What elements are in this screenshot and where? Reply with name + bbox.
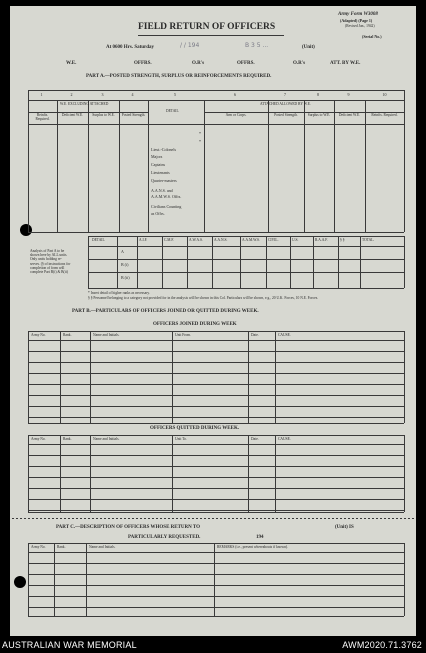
col-right-3: Deficient W.E. — [338, 113, 361, 117]
joined-col-5: CAUSE. — [278, 333, 291, 337]
analysis-note-4: completion of form will — [30, 265, 65, 270]
analysis-note-1: shown here by ALL units. — [30, 253, 68, 258]
col-number-4: 4 — [131, 92, 134, 97]
footnote-1: * Insert detail of higher ranks as necessary. — [88, 291, 150, 295]
analysis-col-6: CIVIL. — [268, 238, 279, 242]
col-left-2: Surplus to W.E. — [92, 113, 115, 117]
joined-col-0: Army No. — [31, 333, 46, 337]
part-c-year: 194 — [256, 535, 264, 540]
header-hand-date: / / 194 — [180, 42, 200, 49]
col-number-5: 5 — [174, 92, 176, 97]
col-right-1: Posted Strength. — [274, 113, 298, 117]
rank-1: Majors — [151, 154, 163, 159]
part-a-title: PART A.—POSTED STRENGTH, SURPLUS OR REINFORCEMENTS REQUIRED. — [86, 74, 272, 79]
col-number-9: 9 — [347, 92, 350, 97]
analysis-col-4: A.A.N.S. — [214, 238, 228, 242]
part-c-col-0: Army No. — [31, 545, 46, 549]
col-right-4: Reinfts. Required. — [371, 113, 398, 117]
group-right: ATTACHED ALLOWED BY W.E. — [260, 102, 311, 106]
form-title: FIELD RETURN OF OFFICERS — [138, 22, 276, 32]
header-ors-1: O.R's — [192, 61, 205, 66]
rank-5: A.A.N.S. and — [151, 188, 173, 193]
joined-col-4: Date. — [251, 333, 259, 337]
rank-7: Civilians Counting — [151, 204, 182, 209]
analysis-col-2: C.M.F. — [164, 238, 174, 242]
col-number-7: 7 — [284, 92, 286, 97]
binder-hole-bottom — [14, 576, 26, 588]
joined-col-1: Rank. — [63, 333, 72, 337]
col-left-3: Posted Strength. — [121, 113, 146, 117]
group-left: W.E. EXCLUDING ATTACHED — [60, 102, 109, 106]
footer-left: AUSTRALIAN WAR MEMORIAL — [2, 640, 137, 650]
analysis-row-0: A — [121, 249, 124, 254]
analysis-note-0: Analysis of Part A to be — [30, 249, 65, 253]
analysis-row-1: B (i) — [121, 262, 129, 267]
col-right-0: Arm or Corps. — [225, 113, 247, 117]
rank-4: Quarter-masters — [151, 178, 177, 183]
col-left-1: Deficient W.E. — [61, 113, 84, 117]
analysis-note-2: Only units holding re- — [30, 257, 62, 262]
quitted-col-3: Unit To. — [175, 437, 187, 441]
analysis-col-5: A.A.M.W.S. — [242, 238, 260, 242]
part-c-line2: PARTICULARLY REQUESTED. — [128, 535, 201, 540]
part-c-unit: (Unit) IS — [335, 525, 354, 530]
quitted-title: OFFICERS QUITTED DURING WEEK. — [150, 426, 240, 431]
rank-8: as Offrs. — [151, 211, 165, 216]
star-2: * — [199, 139, 201, 144]
col-number-8: 8 — [317, 92, 319, 97]
header-att-by-we: ATT. BY W.E. — [330, 61, 361, 66]
col-number-1: 1 — [40, 92, 43, 97]
header-unit-label: (Unit) — [302, 45, 315, 50]
joined-title: OFFICERS JOINED DURING WEEK — [153, 322, 237, 327]
col-number-3: 3 — [101, 92, 104, 97]
col-number-2: 2 — [70, 92, 73, 97]
star-1: * — [199, 131, 201, 136]
detail-label: DETAIL — [166, 109, 179, 113]
col-number-6: 6 — [234, 92, 236, 97]
footer-right: AWM2020.71.3762 — [342, 640, 422, 650]
rank-3: Lieutenants — [151, 170, 170, 175]
rank-0: Lieut.-Colonels — [151, 147, 176, 152]
analysis-col-10: TOTAL. — [362, 238, 375, 242]
quitted-col-1: Rank. — [63, 437, 72, 441]
quitted-col-4: Date. — [251, 437, 259, 441]
col-number-10: 10 — [382, 92, 387, 97]
quitted-col-0: Army No. — [31, 437, 46, 441]
part-b-title: PART B.—PARTICULARS OF OFFICERS JOINED OR QUITTED DURING WEEK. — [72, 309, 259, 314]
analysis-note-5: complete Part B(i) & B(ii) — [30, 270, 68, 274]
analysis-col-0: DETAIL — [92, 238, 105, 242]
header-offrs-1: OFFRS. — [134, 61, 152, 66]
header-line1-start: At 0600 Hrs. Saturday — [106, 45, 155, 50]
rank-2: Captains — [151, 162, 165, 167]
quitted-col-2: Name and Initials. — [93, 437, 120, 441]
col-right-2: Surplus to W.E. — [307, 113, 331, 117]
analysis-row-2: B (ii) — [121, 275, 130, 280]
analysis-col-8: R.A.A.F. — [315, 238, 328, 242]
header-ors-2: O.R's — [293, 61, 306, 66]
quitted-col-5: CAUSE. — [278, 437, 291, 441]
joined-col-3: Unit From. — [175, 333, 191, 337]
binder-hole-top — [20, 224, 32, 236]
part-c-title: PART C.—DESCRIPTION OF OFFICERS WHOSE RETURN TO — [56, 525, 201, 530]
header-offrs-2: OFFRS. — [237, 61, 255, 66]
footnote-2: § § Personnel belonging to a category not provided for in the analysis will be shown in this Col. Particulars will be shown, e.g., 20 U.K. Forces, 10 N.E. Forces. — [88, 296, 319, 300]
col-left-0: Reinfts. Required. — [35, 113, 50, 121]
part-c-col-1: Rank. — [57, 545, 66, 549]
form-id-name: Army Form W3008 — [338, 12, 378, 17]
analysis-col-3: A.W.A.S. — [189, 238, 203, 242]
header-we: W.E. — [66, 61, 77, 66]
form-id-line2: (Adapted) (Page 1) — [340, 18, 373, 23]
part-c-col-2: Name and Initials. — [89, 545, 116, 549]
rank-6: A.A.M.W.S. Offrs. — [151, 194, 182, 199]
analysis-note-3: serves. (§ of instructions for — [30, 261, 71, 266]
joined-col-2: Name and Initials. — [93, 333, 120, 337]
header-hand-unit: B 3 5 ... — [245, 42, 269, 49]
form-id-line3: (Revised Jan., 1942) — [345, 24, 375, 28]
form-id-serial: (Serial No.) — [362, 34, 382, 39]
part-c-col-3: REMARKS (i.e., present whereabouts if known). — [217, 545, 288, 549]
analysis-col-7: U.S. — [292, 238, 299, 242]
analysis-col-1: A.I.F. — [139, 238, 148, 242]
analysis-col-9: § § — [340, 238, 345, 242]
